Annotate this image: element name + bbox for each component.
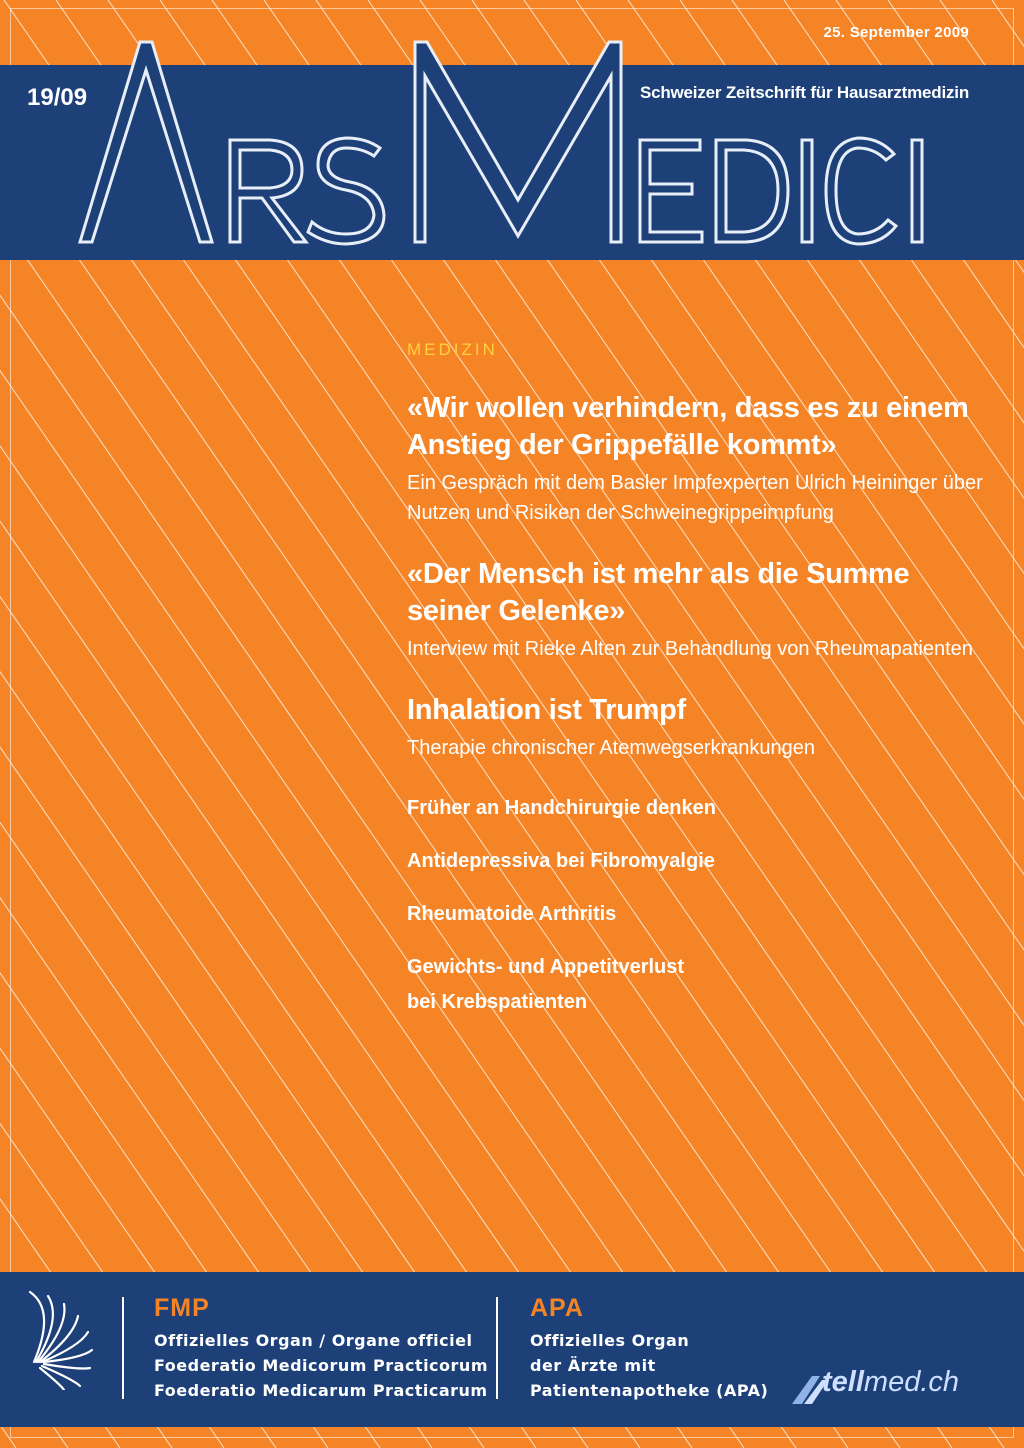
article-subtitle: Therapie chronischer Atemwegserkrankungen: [407, 737, 815, 759]
lead-article-2[interactable]: [407, 556, 997, 664]
issue-date: 25. September 2009: [823, 24, 969, 41]
fmp-line: Foederatio Medicarum Practicarum: [154, 1381, 488, 1400]
fmp-description: [154, 1328, 488, 1403]
tellmed-bold: tell: [822, 1366, 864, 1398]
short-topic-list: [407, 791, 997, 1020]
apa-line: der Ärzte mit: [530, 1356, 656, 1375]
issue-number: 19/09: [27, 84, 88, 111]
short-topic[interactable]: Gewichts- und Appetitverlust bei Krebspatienten: [407, 956, 685, 1013]
fmp-heading: FMP: [154, 1294, 210, 1322]
tellmed-logo[interactable]: [822, 1366, 959, 1399]
apa-description: [530, 1328, 768, 1403]
section-label: MEDIZIN: [407, 340, 498, 359]
lead-article-1[interactable]: [407, 390, 997, 528]
fmp-line: Offizielles Organ / Organe officiel: [154, 1331, 473, 1350]
apa-line: Offizielles Organ: [530, 1331, 690, 1350]
article-subtitle: Interview mit Rieke Alten zur Behandlung von Rheumapatienten: [407, 638, 973, 660]
article-title: «Wir wollen verhindern, dass es zu einem Anstieg der Grippefälle kommt»: [407, 392, 969, 461]
apa-heading: APA: [530, 1294, 584, 1322]
footer-divider: [122, 1297, 124, 1399]
article-title: «Der Mensch ist mehr als die Summe seiner Gelenke»: [407, 558, 910, 627]
fmp-line: Foederatio Medicorum Practicorum: [154, 1356, 488, 1375]
article-subtitle: Ein Gespräch mit dem Basler Impfexperten Ulrich Heininger über Nutzen und Risiken der Schweinegrippeimpfung: [407, 472, 983, 524]
footer-divider: [496, 1297, 498, 1399]
footer-band: [0, 1272, 1024, 1427]
fmp-fan-logo-icon: [26, 1290, 96, 1390]
tellmed-rest: med.ch: [863, 1366, 960, 1398]
magazine-tagline: Schweizer Zeitschrift für Hausarztmedizin: [639, 83, 969, 102]
ars-medici-logo: [40, 30, 980, 255]
lead-article-3[interactable]: [407, 692, 997, 763]
cover-content: [407, 340, 997, 1038]
short-topic[interactable]: Rheumatoide Arthritis: [407, 903, 617, 925]
apa-line: Patientenapotheke (APA): [530, 1381, 769, 1400]
short-topic[interactable]: Antidepressiva bei Fibromyalgie: [407, 850, 715, 872]
article-title: Inhalation ist Trumpf: [407, 694, 686, 726]
short-topic[interactable]: Früher an Handchirurgie denken: [407, 797, 716, 819]
